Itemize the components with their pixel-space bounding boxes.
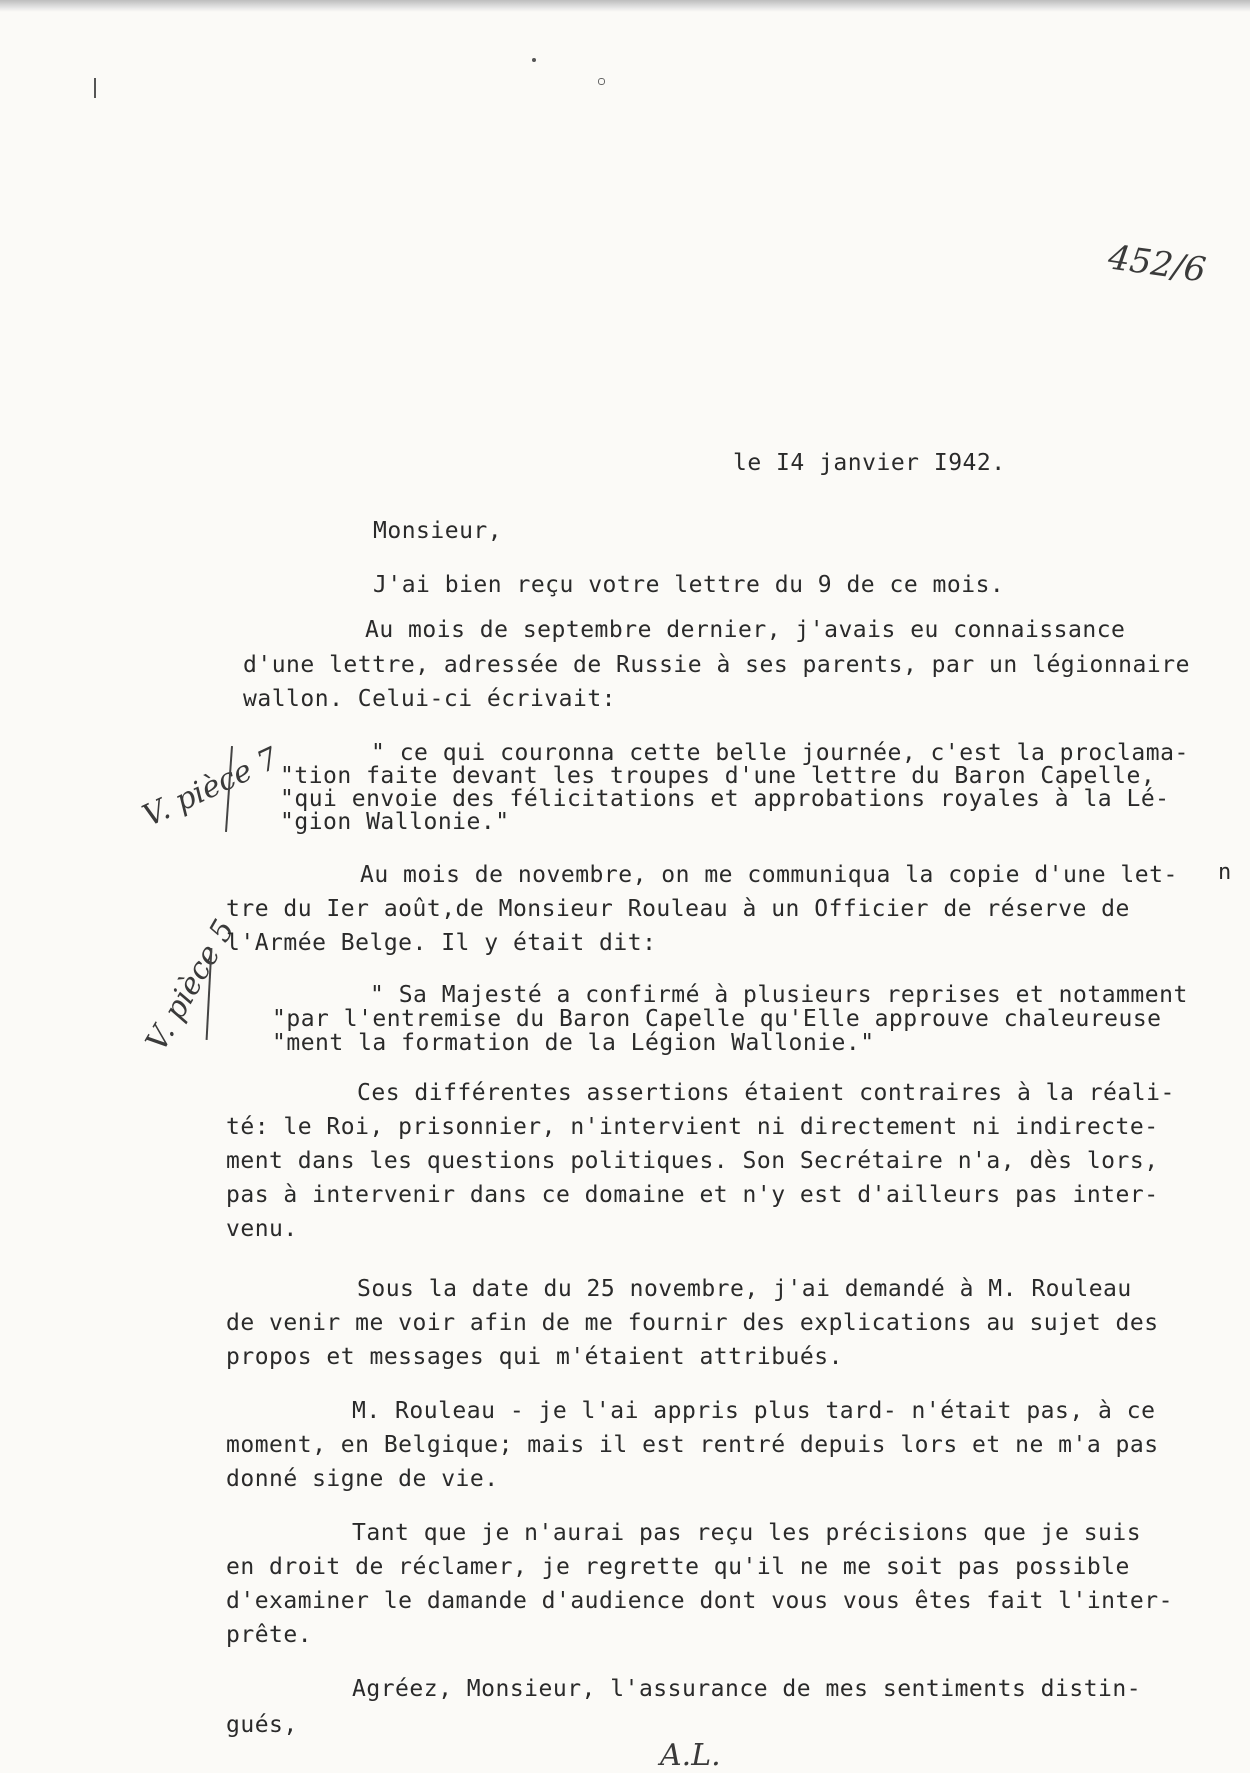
body-line: wallon. Celui-ci écrivait:: [243, 686, 617, 712]
body-line: M. Rouleau - je l'ai appris plus tard- n'était pas, à ce: [352, 1398, 1156, 1424]
body-line: propos et messages qui m'étaient attribués.: [226, 1344, 843, 1370]
body-line: Ces différentes assertions étaient contraires à la réali-: [357, 1080, 1175, 1106]
quote-line: "gion Wallonie.": [280, 809, 510, 835]
body-line: d'une lettre, adressée de Russie à ses parents, par un légionnaire: [243, 652, 1190, 678]
quote-line: "qui envoie des félicitations et approbations royales à la Lé-: [280, 786, 1170, 812]
margin-note: V. pièce 7: [137, 740, 284, 835]
body-line: moment, en Belgique; mais il est rentré depuis lors et ne m'a pas: [226, 1432, 1159, 1458]
scan-top-edge: [0, 0, 1250, 12]
side-mark: n: [1218, 860, 1232, 885]
quote-line: "tion faite devant les troupes d'une lettre du Baron Capelle,: [280, 763, 1156, 789]
quote-line: " ce qui couronna cette belle journée, c'est la proclama-: [371, 740, 1189, 766]
signature-initials: A.L.: [660, 1738, 721, 1773]
body-line: tre du Ier août,de Monsieur Rouleau à un Officier de réserve de: [226, 896, 1130, 922]
closing-line: gués,: [226, 1712, 298, 1738]
margin-note: V. pièce 5: [139, 913, 243, 1058]
speck: [598, 78, 605, 85]
body-line: donné signe de vie.: [226, 1466, 499, 1492]
letter-date: le I4 janvier I942.: [733, 450, 1006, 476]
closing-line: Agréez, Monsieur, l'assurance de mes sentiments distin-: [352, 1676, 1142, 1702]
salutation: Monsieur,: [373, 518, 503, 544]
body-line: en droit de réclamer, je regrette qu'il ne me soit pas possible: [226, 1554, 1130, 1580]
body-line: J'ai bien reçu votre lettre du 9 de ce mois.: [373, 572, 1005, 598]
quote-line: "par l'entremise du Baron Capelle qu'Elle approuve chaleureuse: [272, 1006, 1162, 1032]
body-line: Tant que je n'aurai pas reçu les précisions que je suis: [352, 1520, 1142, 1546]
quote-line: "ment la formation de la Légion Wallonie.": [272, 1030, 875, 1056]
body-line: ment dans les questions politiques. Son Secrétaire n'a, dès lors,: [226, 1148, 1159, 1174]
body-line: Au mois de novembre, on me communiqua la copie d'une let-: [360, 862, 1178, 888]
speck: [532, 58, 536, 62]
reference-number: 452/6: [1105, 237, 1209, 291]
body-line: té: le Roi, prisonnier, n'intervient ni directement ni indirecte-: [226, 1114, 1159, 1140]
body-line: venu.: [226, 1216, 298, 1242]
quote-line: " Sa Majesté a confirmé à plusieurs reprises et notamment: [370, 982, 1188, 1008]
body-line: Au mois de septembre dernier, j'avais eu connaissance: [365, 617, 1126, 643]
body-line: d'examiner le damande d'audience dont vous vous êtes fait l'inter-: [226, 1588, 1173, 1614]
body-line: prête.: [226, 1622, 313, 1648]
body-line: l'Armée Belge. Il y était dit:: [226, 930, 657, 956]
body-line: Sous la date du 25 novembre, j'ai demandé à M. Rouleau: [357, 1276, 1132, 1302]
hole-mark: [94, 78, 96, 98]
body-line: pas à intervenir dans ce domaine et n'y est d'ailleurs pas inter-: [226, 1182, 1159, 1208]
body-line: de venir me voir afin de me fournir des explications au sujet des: [226, 1310, 1159, 1336]
